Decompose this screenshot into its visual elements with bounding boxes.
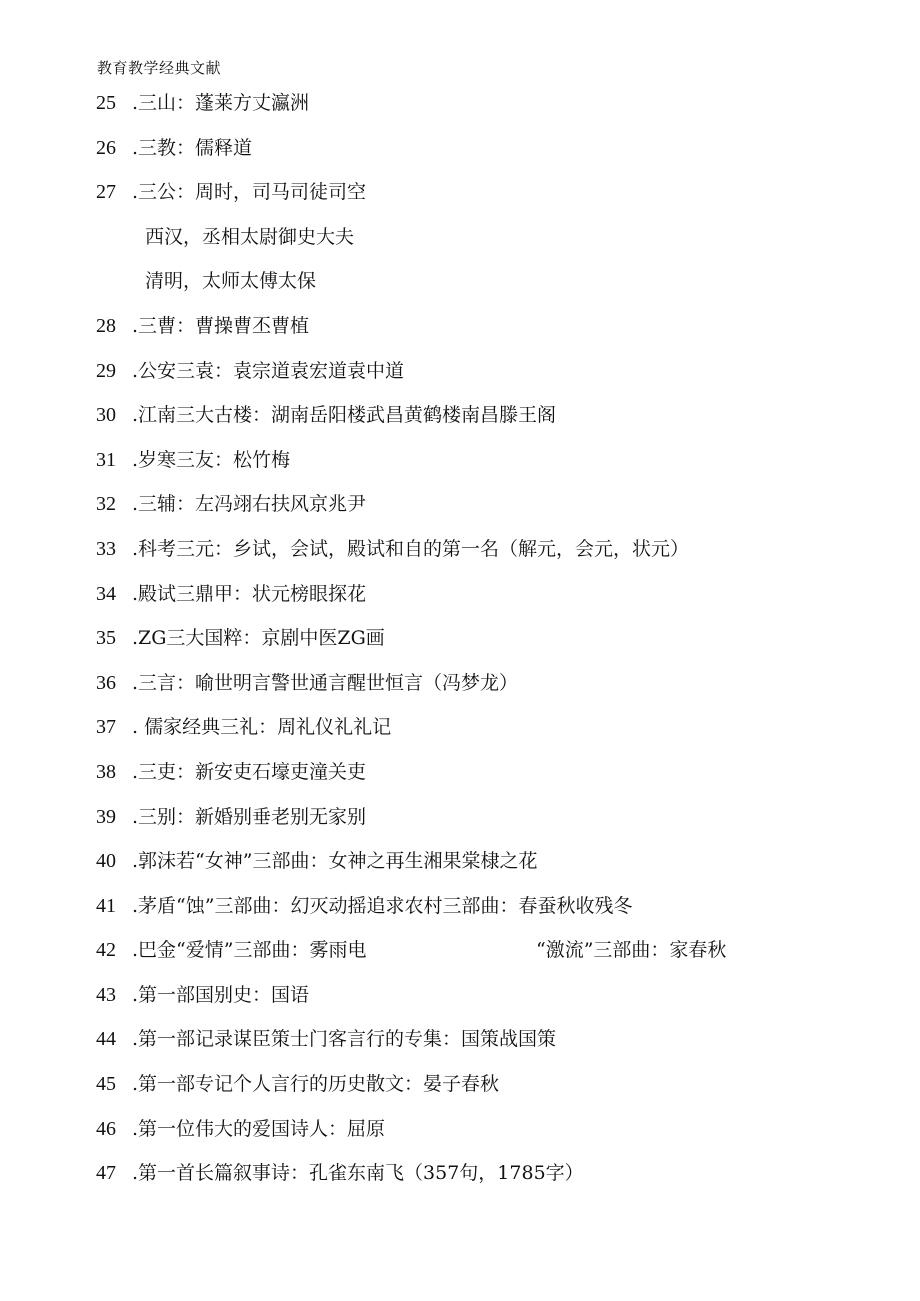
item-number: 30 xyxy=(96,404,116,427)
item-text: .第一部专记个人言行的历史散文：晏子春秋 xyxy=(132,1073,500,1096)
list-item xyxy=(0,438,920,483)
list-item xyxy=(0,81,920,126)
item-number: 43 xyxy=(96,983,116,1006)
list-item xyxy=(0,705,920,750)
list-item xyxy=(0,1107,920,1152)
item-secondary-text: “激流”三部曲：家春秋 xyxy=(536,939,727,962)
item-text: .茅盾“蚀”三部曲：幻灭动摇追求农村三部曲：春蚕秋收残冬 xyxy=(132,894,633,917)
list-item xyxy=(0,616,920,661)
item-number: 29 xyxy=(96,359,116,382)
item-number: 37 xyxy=(96,716,116,739)
item-text: .三教：儒释道 xyxy=(132,136,253,159)
item-number: 32 xyxy=(96,493,116,516)
item-continuation-text: 清明，太师太傅太保 xyxy=(145,270,317,293)
item-number: 25 xyxy=(96,92,116,114)
item-text: .三山：蓬莱方丈瀛洲 xyxy=(132,92,310,114)
item-text: .江南三大古楼：湖南岳阳楼武昌黄鹤楼南昌滕王阁 xyxy=(132,404,557,427)
list-item xyxy=(0,1151,920,1196)
item-text: .第一部记录谋臣策士门客言行的专集：国策战国策 xyxy=(132,1028,557,1051)
item-text: .郭沫若“女神”三部曲：女神之再生湘果棠棣之花 xyxy=(132,850,538,873)
item-text: .三言：喻世明言警世通言醒世恒言（冯梦龙） xyxy=(132,671,519,694)
item-number: 46 xyxy=(96,1117,116,1140)
item-text: .三辅：左冯翊右扶风京兆尹 xyxy=(132,493,367,516)
item-text: .巴金“爱情”三部曲：雾雨电 xyxy=(132,939,367,962)
item-continuation-text: 西汉，丞相太尉御史大夫 xyxy=(145,225,355,248)
list-item xyxy=(0,527,920,572)
item-text: .三曹：曹操曹丕曹植 xyxy=(132,314,310,337)
entry-list xyxy=(0,81,920,1196)
list-item xyxy=(0,349,920,394)
list-item xyxy=(0,482,920,527)
item-number: 35 xyxy=(96,627,116,650)
list-item xyxy=(0,928,920,973)
item-number: 28 xyxy=(96,314,116,337)
item-text: .三公：周时，司马司徒司空 xyxy=(132,181,367,204)
list-item xyxy=(0,884,920,929)
item-number: 36 xyxy=(96,671,116,694)
item-text: .ZG三大国粹：京剧中医ZG画 xyxy=(132,627,385,650)
item-number: 47 xyxy=(96,1162,116,1185)
list-item-continuation xyxy=(0,259,920,304)
list-item xyxy=(0,973,920,1018)
list-item xyxy=(0,839,920,884)
item-text: .三吏：新安吏石壕吏潼关吏 xyxy=(132,760,367,783)
item-text: .科考三元：乡试，会试，殿试和自的第一名（解元，会元，状元） xyxy=(132,537,690,560)
item-text: .第一位伟大的爱国诗人：屈原 xyxy=(132,1117,386,1140)
item-number: 34 xyxy=(96,582,116,605)
item-text: . 儒家经典三礼：周礼仪礼礼记 xyxy=(132,716,392,739)
item-text: .岁寒三友：松竹梅 xyxy=(132,448,291,471)
item-text: .公安三袁：袁宗道袁宏道袁中道 xyxy=(132,359,405,382)
list-item xyxy=(0,126,920,171)
page-header: 教育教学经典文献 xyxy=(97,59,222,77)
item-text: .第一首长篇叙事诗：孔雀东南飞（357句，1785字） xyxy=(132,1162,584,1185)
list-item xyxy=(0,1062,920,1107)
list-item xyxy=(0,661,920,706)
item-number: 39 xyxy=(96,805,116,828)
list-item xyxy=(0,1017,920,1062)
item-number: 27 xyxy=(96,181,116,204)
item-number: 31 xyxy=(96,448,116,471)
list-item xyxy=(0,170,920,215)
item-text: .第一部国别史：国语 xyxy=(132,983,310,1006)
item-number: 26 xyxy=(96,136,116,159)
list-item xyxy=(0,393,920,438)
item-text: .殿试三鼎甲：状元榜眼探花 xyxy=(132,582,367,605)
list-item xyxy=(0,750,920,795)
list-item xyxy=(0,304,920,349)
list-item-continuation xyxy=(0,215,920,260)
item-number: 40 xyxy=(96,850,116,873)
item-number: 45 xyxy=(96,1073,116,1096)
list-item xyxy=(0,572,920,617)
item-number: 42 xyxy=(96,939,116,962)
item-text: .三别：新婚别垂老别无家别 xyxy=(132,805,367,828)
item-number: 38 xyxy=(96,760,116,783)
item-number: 33 xyxy=(96,537,116,560)
item-number: 41 xyxy=(96,894,116,917)
item-number: 44 xyxy=(96,1028,116,1051)
list-item xyxy=(0,795,920,840)
